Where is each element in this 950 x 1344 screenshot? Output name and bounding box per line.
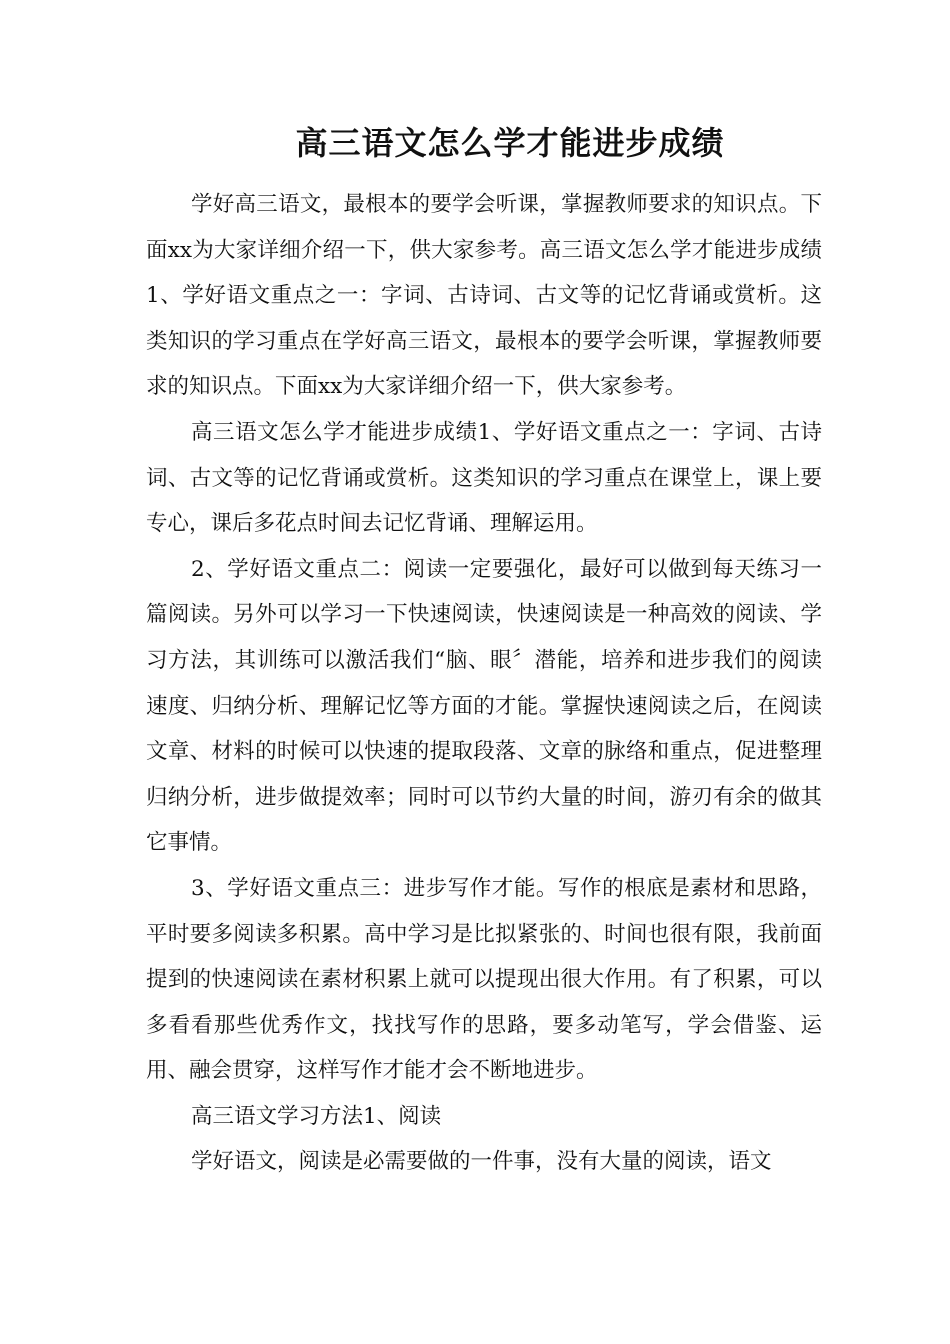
paragraph-point-three: 3、学好语文重点三：进步写作才能。写作的根底是素材和思路，平时要多阅读多积累。高中学习是比拟紧张的、时间也很有限，我前面提到的快速阅读在素材积累上就可以提现出很大作用。有了积累，可以多看看那些优秀作文，找找写作的思路，要多动笔写，学会借鉴、运用、融会贯穿，这样写作才能才会不断地进步。 xyxy=(146,875,822,1084)
document-body xyxy=(146,182,822,1185)
paragraph-method-heading: 高三语文学习方法1、阅读 xyxy=(191,1103,442,1129)
paragraph-intro: 学好高三语文，最根本的要学会听课，掌握教师要求的知识点。下面xx为大家详细介绍一下，供大家参考。高三语文怎么学才能进步成绩1、学好语文重点之一：字词、古诗词、古文等的记忆背诵或赏析。这类知识的学习重点在学好高三语文，最根本的要学会听课，掌握教师要求的知识点。下面xx为大家详细介绍一下，供大家参考。 xyxy=(146,192,822,400)
paragraph-point-two: 2、学好语文重点二：阅读一定要强化，最好可以做到每天练习一篇阅读。另外可以学习一下快速阅读，快速阅读是一种高效的阅读、学习方法，其训练可以激活我们“脑、眼〞潜能，培养和进步我们的阅读速度、归纳分析、理解记忆等方面的才能。掌握快速阅读之后，在阅读文章、材料的时候可以快速的提取段落、文章的脉络和重点，促进整理归纳分析，进步做提效率；同时可以节约大量的时间，游刃有余的做其它事情。 xyxy=(146,556,822,856)
paragraph-reading: 学好语文，阅读是必需要做的一件事，没有大量的阅读，语文 xyxy=(191,1149,772,1175)
document-title: 高三语文怎么学才能进步成绩 xyxy=(295,124,725,162)
paragraph-point-one: 高三语文怎么学才能进步成绩1、学好语文重点之一：字词、古诗词、古文等的记忆背诵或赏析。这类知识的学习重点在课堂上，课上要专心，课后多花点时间去记忆背诵、理解运用。 xyxy=(146,419,822,537)
